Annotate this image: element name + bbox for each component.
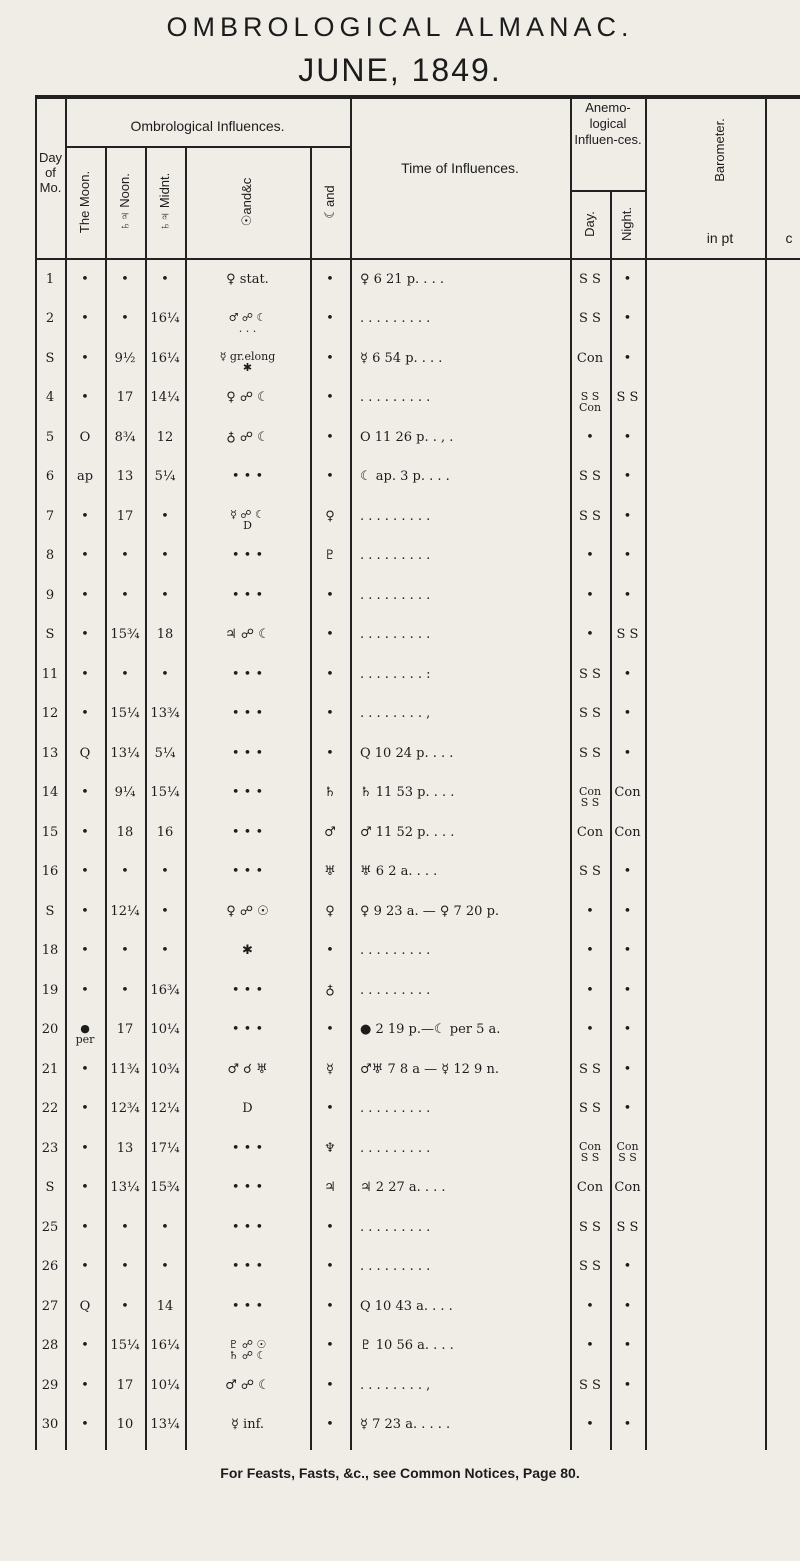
row-aday-cell: S S [579, 1377, 601, 1393]
row-sun-cell: ☿ inf. [230, 1417, 265, 1432]
row-time-cell: . . . . . . . . . [360, 1219, 431, 1235]
row-midnt-cell: 16¾ [150, 982, 180, 998]
row-aday-cell: • [586, 627, 594, 642]
row-aday-cell: S S [579, 508, 601, 524]
row-aday-cell: Con S S [578, 1140, 602, 1164]
row-anight-cell: • [623, 1061, 632, 1077]
row-aday-cell: • [586, 1022, 594, 1037]
row-noon-cell: • [121, 1259, 129, 1274]
row-noon-cell: 10 [116, 1417, 134, 1432]
row-and-cell: • [326, 587, 334, 603]
row-day-cell: S [45, 350, 55, 366]
row-sun-cell: • • • [231, 1140, 264, 1156]
row-anight-cell: Con [614, 824, 641, 840]
row-anight-cell: • [623, 666, 632, 682]
row-midnt-cell: 15¾ [150, 1180, 180, 1195]
row-aday-cell: Con [576, 1180, 604, 1195]
row-aday-cell: • [586, 587, 594, 603]
row-time-cell: . . . . . . . . , [360, 706, 431, 721]
row-moon-cell: • [81, 903, 89, 919]
row-moon-cell: • [81, 587, 89, 603]
row-and-cell: • [326, 1219, 334, 1235]
row-moon-cell: • [81, 627, 89, 642]
row-moon-cell: • [81, 390, 89, 405]
row-time-cell: . . . . . . . . . [360, 508, 431, 524]
row-anight-cell: • [623, 903, 632, 919]
row-day-cell: 19 [41, 982, 59, 998]
row-and-cell: • [326, 1377, 334, 1393]
row-moon-cell: • [81, 1061, 89, 1077]
header-midnt: ♄♃ Midnt. [157, 172, 172, 232]
row-noon-cell: 12¼ [110, 903, 140, 919]
row-noon-cell: 9½ [114, 350, 136, 366]
row-sun-cell: ♂ ☍ ☾ [225, 1377, 270, 1393]
row-anight-cell: • [623, 1377, 632, 1393]
row-day-cell: 23 [41, 1140, 59, 1156]
row-noon-cell: 8¾ [114, 429, 136, 445]
row-midnt-cell: 16 [156, 824, 174, 840]
header-moon: The Moon. [77, 170, 92, 234]
header-ombrological: Ombrological Influences. [130, 118, 285, 134]
row-moon-cell: • [81, 350, 89, 366]
row-sun-cell: • • • [231, 864, 264, 879]
row-sun-cell: • • • [231, 1219, 264, 1235]
row-anight-cell: • [623, 1417, 632, 1432]
row-sun-cell: • • • [231, 745, 264, 761]
row-moon-cell: • [81, 785, 89, 800]
row-and-cell: ♄ [324, 785, 336, 800]
row-sun-cell: ✱ [242, 943, 253, 958]
row-time-cell: ♂ 11 52 p. . . . [360, 824, 455, 840]
row-time-cell: ♃ 2 27 a. . . . [360, 1180, 446, 1195]
ombro-subheader-rule [65, 146, 350, 148]
row-moon-cell: • [81, 548, 89, 563]
row-sun-cell: • • • [231, 1180, 264, 1195]
row-and-cell: • [326, 350, 334, 366]
row-day-cell: S [45, 903, 55, 919]
row-midnt-cell: • [161, 943, 169, 958]
row-moon-cell: • [81, 1140, 89, 1156]
row-aday-cell: S S [579, 469, 601, 484]
row-moon-cell: O [79, 429, 91, 445]
row-midnt-cell: 13¾ [150, 706, 180, 721]
row-aday-cell: S S [579, 1259, 601, 1274]
row-time-cell: . . . . . . . . . [360, 587, 431, 603]
row-noon-cell: 13¼ [110, 745, 140, 761]
row-aday-cell: • [586, 1417, 594, 1432]
row-sun-cell: • • • [231, 706, 264, 721]
row-aday-cell: S S [579, 311, 601, 326]
row-noon-cell: • [121, 271, 129, 287]
row-and-cell: ♆ [324, 1140, 336, 1156]
header-bottom-rule [35, 258, 800, 260]
row-aday-cell: S S [579, 271, 601, 287]
row-and-cell: • [326, 390, 334, 405]
row-noon-cell: 17 [116, 508, 134, 524]
row-time-cell: ☿ 7 23 a. . . . . [360, 1417, 451, 1432]
col-rule-time [570, 99, 572, 1450]
row-anight-cell: • [623, 350, 632, 366]
row-noon-cell: • [121, 311, 129, 326]
row-anight-cell: • [623, 311, 632, 326]
row-sun-cell: ♃ ☍ ☾ [225, 627, 270, 642]
row-and-cell: • [326, 469, 334, 484]
row-noon-cell: 15¾ [110, 627, 140, 642]
row-midnt-cell: 16¼ [150, 311, 180, 326]
row-day-cell: 7 [45, 508, 55, 524]
row-midnt-cell: • [161, 1219, 169, 1235]
row-day-cell: 4 [45, 390, 55, 405]
row-anight-cell: • [623, 271, 632, 287]
row-and-cell: • [326, 311, 334, 326]
row-aday-cell: S S [579, 666, 601, 682]
row-day-cell: 2 [45, 311, 55, 326]
row-noon-cell: 15¼ [110, 706, 140, 721]
row-time-cell: ♀ 6 21 p. . . . [360, 271, 444, 287]
row-day-cell: 27 [41, 1298, 59, 1314]
row-time-cell: . . . . . . . . . [360, 1259, 431, 1274]
row-and-cell: ☿ [326, 1061, 334, 1077]
row-midnt-cell: 5¼ [154, 745, 176, 761]
row-aday-cell: • [586, 903, 594, 919]
header-noon: ♄♃ Noon. [117, 173, 132, 231]
header-night: Night. [619, 207, 634, 241]
row-moon-cell: • [81, 1101, 89, 1116]
row-anight-cell: Con S S [616, 1140, 639, 1164]
row-moon-cell: • [81, 1377, 89, 1393]
row-and-cell: • [326, 1259, 334, 1274]
row-noon-cell: • [121, 1298, 129, 1314]
row-and-cell: • [326, 627, 334, 642]
row-time-cell: ♅ 6 2 a. . . . [360, 864, 438, 879]
row-day-cell: 25 [41, 1219, 59, 1235]
row-noon-cell: 9¼ [114, 785, 136, 800]
row-day-cell: 16 [41, 864, 59, 879]
row-time-cell: . . . . . . . . . [360, 627, 431, 642]
row-noon-cell: 17 [116, 390, 134, 405]
row-sun-cell: ♀ ☍ ☾ [226, 390, 269, 405]
row-time-cell: . . . . . . . . . [360, 311, 431, 326]
row-sun-cell: • • • [231, 1022, 264, 1037]
row-noon-cell: 15¼ [110, 1338, 140, 1353]
row-anight-cell: • [623, 508, 632, 524]
row-time-cell: ● 2 19 p.—☾ per 5 a. [360, 1022, 501, 1037]
row-day-cell: 11 [41, 666, 59, 682]
row-midnt-cell: 16¼ [150, 350, 180, 366]
row-time-cell: ☾ ap. 3 p. . . . [360, 469, 450, 484]
row-sun-cell: ♀ stat. [226, 271, 269, 287]
row-day-cell: 13 [41, 745, 59, 761]
row-sun-cell: ♇ ☍ ☉ ♄ ☍ ☾ [228, 1337, 267, 1362]
row-day-cell: 5 [45, 429, 55, 445]
row-noon-cell: 18 [116, 824, 134, 840]
row-noon-cell: • [121, 587, 129, 603]
row-anight-cell: • [623, 1101, 632, 1116]
row-and-cell: ♀ [325, 508, 335, 524]
row-and-cell: • [326, 1298, 334, 1314]
row-midnt-cell: • [161, 864, 169, 879]
row-moon-cell: • [81, 1417, 89, 1432]
row-and-cell: • [326, 1338, 334, 1353]
row-noon-cell: 17 [116, 1022, 134, 1037]
col-rule-baro [765, 99, 767, 1450]
row-midnt-cell: • [161, 587, 169, 603]
row-moon-cell: • [81, 1338, 89, 1353]
row-and-cell: ♂ [324, 824, 336, 840]
row-moon-cell: • [81, 1259, 89, 1274]
row-and-cell: • [326, 429, 334, 445]
row-midnt-cell: • [161, 903, 169, 919]
row-sun-cell: • • • [231, 587, 264, 603]
row-sun-cell: • • • [231, 785, 264, 800]
row-sun-cell: • • • [231, 824, 264, 840]
row-day-cell: 30 [41, 1417, 59, 1432]
header-rule [35, 95, 800, 99]
row-midnt-cell: 17¼ [150, 1140, 180, 1156]
row-time-cell: ☿ 6 54 p. . . . [360, 350, 443, 366]
row-moon-cell: ap [76, 469, 94, 484]
row-aday-cell: • [586, 982, 594, 998]
row-and-cell: • [326, 745, 334, 761]
row-midnt-cell: 10¾ [150, 1061, 180, 1077]
row-noon-cell: • [121, 548, 129, 563]
row-noon-cell: • [121, 666, 129, 682]
row-and-cell: ♅ [324, 864, 336, 879]
row-anight-cell: • [623, 1022, 632, 1037]
row-anight-cell: S S [616, 1219, 639, 1235]
row-midnt-cell: • [161, 1259, 169, 1274]
header-sun-and: ☉and&c [239, 177, 254, 227]
row-sun-cell: • • • [231, 982, 264, 998]
row-time-cell: O 11 26 p. . , . [360, 429, 454, 445]
row-anight-cell: Con [614, 785, 641, 800]
almanac-subtitle: JUNE, 1849. [298, 52, 502, 88]
row-moon-cell: • [81, 943, 89, 958]
row-moon-cell: • [81, 508, 89, 524]
row-moon-cell: ● per [75, 1021, 95, 1046]
row-and-cell: • [326, 706, 334, 721]
row-time-cell: . . . . . . . . . [360, 982, 431, 998]
row-anight-cell: S S [616, 627, 639, 642]
row-time-cell: . . . . . . . . . [360, 943, 431, 958]
row-moon-cell: • [81, 311, 89, 326]
row-time-cell: ♂♅ 7 8 a — ☿ 12 9 n. [360, 1061, 499, 1077]
row-sun-cell: ♂ ☌ ♅ [227, 1061, 268, 1077]
row-midnt-cell: 10¼ [150, 1022, 180, 1037]
row-day-cell: 29 [41, 1377, 59, 1393]
row-and-cell: • [326, 943, 334, 958]
row-noon-cell: 13¼ [110, 1180, 140, 1195]
row-anight-cell: Con [614, 1180, 641, 1195]
row-midnt-cell: • [161, 666, 169, 682]
row-time-cell: ♀ 9 23 a. — ♀ 7 20 p. [360, 903, 500, 919]
row-aday-cell: • [586, 548, 594, 563]
row-aday-cell: Con [576, 350, 604, 366]
row-moon-cell: • [81, 666, 89, 682]
row-and-cell: • [326, 1417, 334, 1432]
row-anight-cell: • [623, 587, 632, 603]
row-noon-cell: • [121, 982, 129, 998]
row-time-cell: . . . . . . . . . [360, 1140, 431, 1156]
row-aday-cell: • [586, 1298, 594, 1314]
row-day-cell: S [45, 627, 55, 642]
header-anemo: Anemo-logical Influen-ces. [574, 100, 642, 147]
anemo-subheader-rule [570, 190, 645, 192]
row-and-cell: ♇ [324, 548, 336, 563]
row-aday-cell: S S [579, 1101, 601, 1116]
row-midnt-cell: 13¼ [150, 1417, 180, 1432]
row-sun-cell: ♂ ☍ ☾ . . . [228, 310, 267, 335]
header-day: Day. [582, 211, 597, 237]
row-and-cell: • [326, 271, 334, 287]
row-aday-cell: Con [576, 824, 604, 840]
row-sun-cell: ♀ ☍ ☉ [226, 903, 269, 919]
row-and-cell: ♃ [324, 1180, 336, 1195]
row-day-cell: 21 [41, 1061, 59, 1077]
row-day-cell: 15 [41, 824, 59, 840]
row-anight-cell: • [623, 982, 632, 998]
row-aday-cell: Con S S [578, 784, 602, 809]
row-moon-cell: • [81, 824, 89, 840]
row-moon-cell: Q [79, 745, 91, 761]
row-moon-cell: Q [79, 1298, 91, 1314]
row-day-cell: 9 [45, 587, 55, 603]
row-noon-cell: 12¾ [110, 1101, 140, 1116]
row-anight-cell: • [623, 548, 632, 563]
row-and-cell: • [326, 666, 334, 682]
row-day-cell: 14 [41, 785, 59, 800]
row-aday-cell: • [586, 943, 594, 958]
row-midnt-cell: 14 [156, 1298, 174, 1314]
row-aday-cell: S S [579, 864, 601, 879]
row-day-cell: 18 [41, 943, 59, 958]
row-midnt-cell: 5¼ [154, 469, 176, 484]
row-and-cell: ♀ [325, 903, 335, 919]
row-moon-cell: • [81, 982, 89, 998]
row-day-cell: 12 [41, 706, 59, 721]
row-time-cell: Q 10 24 p. . . . [360, 745, 454, 761]
header-day-of-mo: Day of Mo. [38, 150, 63, 195]
row-time-cell: . . . . . . . . . [360, 548, 431, 563]
row-sun-cell: • • • [231, 666, 264, 682]
row-anight-cell: • [623, 745, 632, 761]
row-moon-cell: • [81, 706, 89, 721]
row-day-cell: 26 [41, 1259, 59, 1274]
row-sun-cell: • • • [231, 1298, 264, 1314]
row-time-cell: . . . . . . . . . [360, 390, 431, 405]
row-midnt-cell: 12¼ [150, 1101, 180, 1116]
row-midnt-cell: 12 [156, 429, 174, 445]
row-sun-cell: ☿ gr.elong ✱ [219, 350, 276, 374]
row-midnt-cell: 10¼ [150, 1377, 180, 1393]
row-midnt-cell: • [161, 271, 169, 287]
col-rule-day [65, 99, 67, 1450]
row-sun-cell: ♁ ☍ ☾ [226, 429, 269, 445]
row-anight-cell: • [623, 1259, 632, 1274]
row-aday-cell: S S [579, 745, 601, 761]
row-moon-cell: • [81, 1219, 89, 1235]
row-day-cell: 1 [45, 271, 55, 287]
row-time-cell: ♇ 10 56 a. . . . [360, 1338, 454, 1353]
row-anight-cell: • [623, 1298, 632, 1314]
edge-mark: c [785, 230, 793, 246]
row-day-cell: 22 [41, 1101, 59, 1116]
row-anight-cell: • [623, 706, 632, 721]
header-barometer: Barometer. [712, 118, 727, 182]
almanac-title: OMBROLOGICAL ALMANAC. [166, 12, 634, 42]
header-time: Time of Influences. [401, 160, 519, 176]
row-noon-cell: 11¾ [110, 1061, 140, 1077]
row-and-cell: • [326, 1101, 334, 1116]
row-sun-cell: ☿ ☍ ☾ D [230, 508, 265, 532]
row-anight-cell: • [623, 429, 632, 445]
row-moon-cell: • [81, 271, 89, 287]
row-time-cell: . . . . . . . . . [360, 1101, 431, 1116]
row-day-cell: S [45, 1180, 55, 1195]
row-moon-cell: • [81, 1180, 89, 1195]
row-aday-cell: S S [579, 1219, 601, 1235]
row-time-cell: ♄ 11 53 p. . . . [360, 785, 455, 800]
row-time-cell: . . . . . . . . : [360, 666, 431, 682]
row-midnt-cell: 18 [156, 627, 174, 642]
row-midnt-cell: 15¼ [150, 785, 180, 800]
row-and-cell: • [326, 1022, 334, 1037]
row-midnt-cell: • [161, 548, 169, 563]
row-time-cell: Q 10 43 a. . . . [360, 1298, 453, 1314]
row-noon-cell: 17 [116, 1377, 134, 1393]
row-anight-cell: • [623, 469, 632, 484]
row-aday-cell: S S [579, 706, 601, 721]
col-rule-left [35, 99, 37, 1450]
row-and-cell: ♁ [325, 982, 335, 998]
row-anight-cell: • [623, 1338, 632, 1353]
row-day-cell: 8 [45, 548, 55, 563]
row-aday-cell: • [586, 1338, 594, 1353]
row-noon-cell: 13 [116, 1140, 134, 1156]
row-noon-cell: • [121, 943, 129, 958]
row-midnt-cell: 16¼ [150, 1338, 180, 1353]
row-noon-cell: • [121, 864, 129, 879]
header-barometer-units: in pt [706, 230, 734, 246]
row-aday-cell: S S [579, 1061, 601, 1077]
row-time-cell: . . . . . . . . , [360, 1377, 431, 1393]
row-noon-cell: • [121, 1219, 129, 1235]
row-anight-cell: • [623, 943, 632, 958]
row-sun-cell: D [242, 1101, 253, 1116]
row-midnt-cell: 14¼ [150, 390, 180, 405]
col-rule-and [350, 99, 352, 1450]
footer-note: For Feasts, Fasts, &c., see Common Notices, Page 80. [220, 1465, 580, 1481]
row-day-cell: 20 [41, 1022, 59, 1037]
row-anight-cell: S S [616, 390, 639, 405]
row-midnt-cell: • [161, 508, 169, 524]
row-sun-cell: • • • [231, 1259, 264, 1274]
row-aday-cell: S S Con [578, 389, 602, 414]
row-sun-cell: • • • [231, 469, 264, 484]
col-rule-anight [645, 99, 647, 1450]
row-anight-cell: • [623, 864, 632, 879]
row-sun-cell: • • • [231, 548, 264, 563]
row-day-cell: 6 [45, 469, 55, 484]
row-noon-cell: 13 [116, 469, 134, 484]
row-day-cell: 28 [41, 1338, 59, 1353]
row-moon-cell: • [81, 864, 89, 879]
row-aday-cell: • [586, 429, 594, 445]
header-moon-and: ☾and [322, 185, 337, 219]
